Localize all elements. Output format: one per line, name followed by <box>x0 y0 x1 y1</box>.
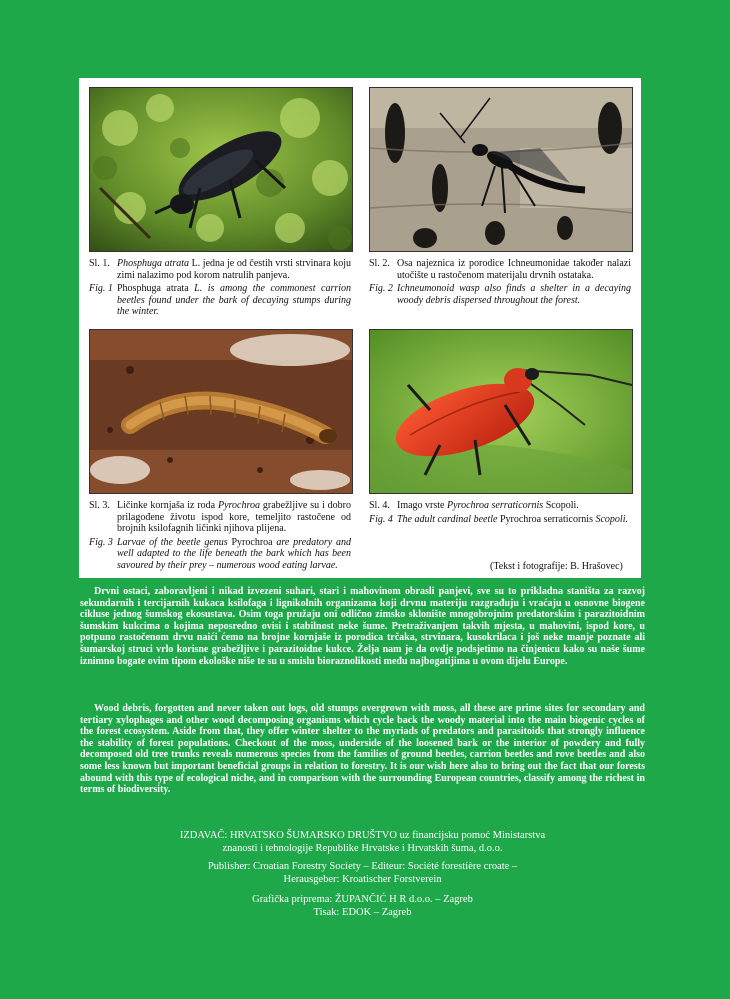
caption-text-en: Scopoli. <box>592 513 628 525</box>
caption-text-hr: Ličinke kornjaša iz roda <box>117 500 218 511</box>
photo-ichneumonid-wasp <box>369 87 633 252</box>
species-name: Phosphuga atrata <box>117 258 190 269</box>
caption-figure-1 <box>89 258 351 318</box>
species-name: Pyrochroa <box>231 536 273 548</box>
photo-beetle-larva <box>89 329 353 494</box>
photo-carrion-beetle <box>89 87 353 252</box>
species-name: Pyrochroa serraticornis <box>447 500 544 511</box>
caption-label-en: Fig. 1 <box>89 283 113 294</box>
publisher-line: znanosti i tehnologije Republike Hrvatske i Hrvatskih šuma, d.o.o. <box>222 842 503 854</box>
caption-label-en: Fig. 2 <box>369 283 393 294</box>
prepress-line: Grafička priprema: ŽUPANČIĆ H R d.o.o. – Zagreb <box>252 894 473 905</box>
caption-figure-3 <box>89 500 351 571</box>
caption-text-en: Ichneumonoid wasp also finds a shelter in a decaying woody debris dispersed throughout the forest. <box>397 283 631 306</box>
publisher-line: Herausgeber: Kroatischer Forstverein <box>283 873 442 885</box>
caption-text-hr: Scopoli. <box>543 500 579 511</box>
paragraph-english: Wood debris, forgotten and never taken out logs, old stumps overgrown with moss, all these are prime sites for secondary and tertiary xylophages and other wood decomposing organisms which cycle back the woody material into the main biogenic cycles of the forest ecosystem. Aside from that, they offer winter shelter to the myriads of predators and parasitoids that strongly influence the stability of forest populations. Checkout of the moss, underside of the loosened bark or the interior of powdery and fully decomposed old tree trunks reveals numerous species from the families of ground beetles, carrion beetles and rove beetles and also some less known but important beneficial groups in relation to forestry. It is our wish here also to bring out the fact that our forests abound with this type of ecological niche, and in comparison with the surrounding European countries, classify among the richest in terms of biodiversity. <box>80 703 645 796</box>
caption-label-hr: Sl. 2. <box>369 258 390 269</box>
species-name: Phosphuga atrata <box>117 283 189 294</box>
publisher-line: Publisher: Croatian Forestry Society – Editeur: Société forestière croate – <box>207 861 518 872</box>
photo-cardinal-beetle <box>369 329 633 494</box>
species-name: Pyrochroa serraticornis <box>499 513 593 525</box>
caption-text-en: are predatory and well adapted to the life beneath the bark which has been savoured by their prey – numerous wood eating larvae. <box>117 536 351 571</box>
caption-text-hr: Osa najeznica iz porodice Ichneumonidae također nalazi utočište u rastočenom materijalu drvnih ostataka. <box>397 258 631 281</box>
publisher-footer <box>80 830 645 919</box>
caption-text-hr: L. jedna je od čestih vrsti strvinara koju zimi nalazimo pod korom natrulih panjeva. <box>117 258 351 281</box>
caption-label-en: Fig. 3 <box>89 536 113 548</box>
caption-label-hr: Sl. 1. <box>89 258 110 269</box>
caption-text-hr: grabežljive su i dobro prilagođene životu ispod kore, temeljito rastočene od brojnih ksilofagnih ličinki njihova plijena. <box>117 500 352 534</box>
print-line: Tisak: EDOK – Zagreb <box>313 906 412 918</box>
caption-label-hr: Sl. 3. <box>89 500 110 511</box>
caption-text-hr: Imago vrste <box>397 500 447 511</box>
caption-label-hr: Sl. 4. <box>369 500 390 511</box>
caption-figure-4 <box>369 500 631 525</box>
species-name: Pyrochroa <box>217 500 261 511</box>
paragraph-croatian: Drvni ostaci, zaboravljeni i nikad izvezeni suhari, stari i mahovinom obrasli panjevi, sve su to prikladna staništa za razvoj sekundarnih i tercijarnih kukaca ksilofaga i lignikolnih organizama koji drvnu materiju razgrađuju i vraćaju u osnovne biogene cikluse jednog šumskog ekosustava. Osim toga pružaju oni odlično zimsko sklonište mnogobrojnim predatorskim i parazitoidnim šumskim kukcima o kojima neposredno ovisi i stabilnost neke šume. Pretraživanjem takvih mjesta, u mahovini, ispod kore, u potpuno rastočenom drvu naići ćemo na brojne kornjaše iz porodica trčaka, strvinara, kusokrilaca i još neke manje poznate ali šumarskoj struci vrlo korisne grabežljive i parazitoidne kukce. Želja nam je da ovdje podsjetimo na činjenicu kako su naše šume iznimno bogate ovim tipom ekološke niše te su u smislu bioraznolikosti među najbogatijima u ovom dijelu Europe. <box>80 586 645 667</box>
caption-text-en: L. is among the commonest carrion beetles found under the bark of decaying stumps during the winter. <box>117 283 352 317</box>
photo-credit: (Tekst i fotografije: B. Hrašovec) <box>490 561 623 572</box>
publisher-line: IZDAVAČ: HRVATSKO ŠUMARSKO DRUŠTVO uz financijsku pomoć Ministarstva <box>179 830 546 841</box>
caption-figure-2 <box>369 258 631 306</box>
caption-text-en: Larvae of the beetle genus <box>117 536 232 548</box>
caption-label-en: Fig. 4 <box>369 513 393 525</box>
caption-text-en: The adult cardinal beetle <box>397 513 500 525</box>
